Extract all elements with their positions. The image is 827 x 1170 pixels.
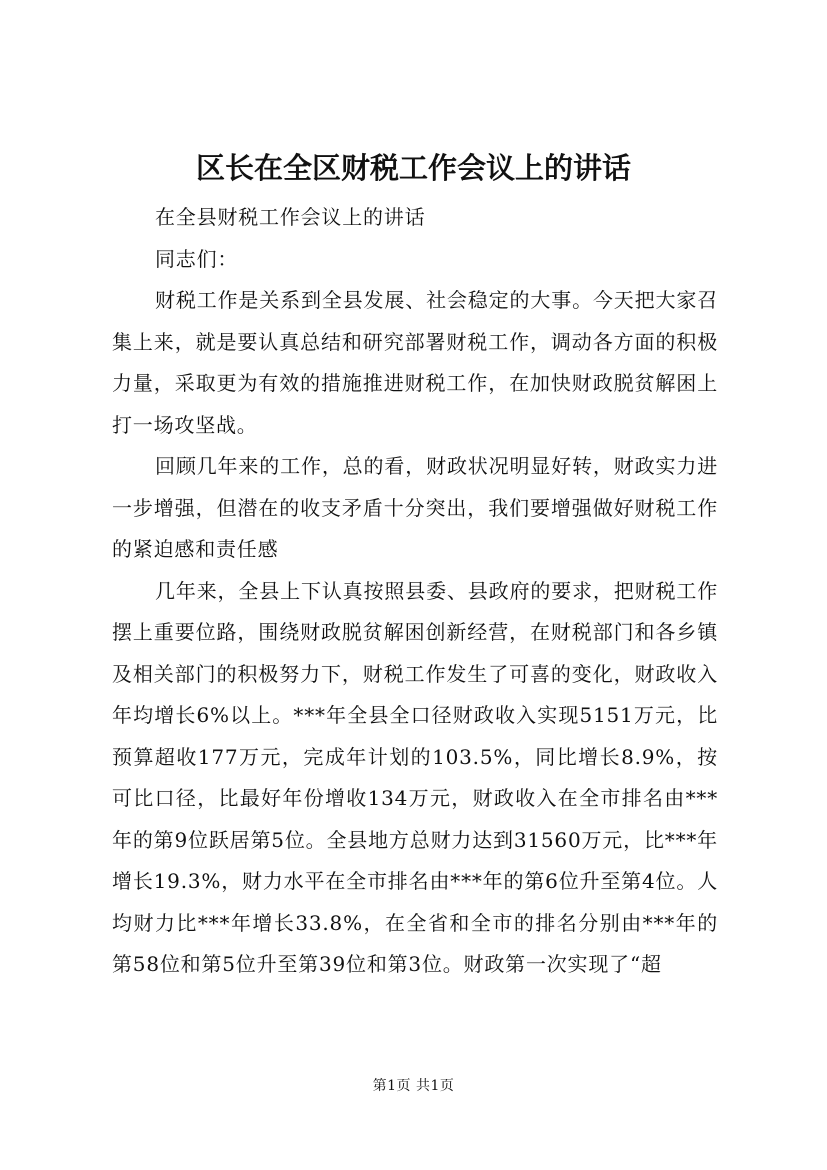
page-footer: 第1页 共1页 <box>372 1078 455 1094</box>
body-paragraph: 回顾几年来的工作，总的看，财政状况明显好转，财政实力进一步增强，但潜在的收支矛盾十分突出，我们要增强做好财税工作的紧迫感和责任感 <box>112 454 718 561</box>
body-paragraph: 财税工作是关系到全县发展、社会稳定的大事。今天把大家召集上来，就是要认真总结和研究部署财税工作，调动各方面的积极力量，采取更为有效的措施推进财税工作，在加快财政脱贫解困上打一场攻坚战。 <box>112 288 718 437</box>
body-paragraph: 几年来，全县上下认真按照县委、县政府的要求，把财税工作摆上重要位路，围绕财政脱贫解困创新经营，在财税部门和各乡镇及相关部门的积极努力下，财税工作发生了可喜的变化，财政收入年均增长6%以上。***年全县全口径财政收入实现5151万元，比预算超收177万元，完成年计划的103.5%，同比增长8.9%，按可比口径，比最好年份增收134万元，财政收入在全市排名由***年的第9位跃居第5位。全县地方总财力达到31560万元，比***年增长19.3%，财力水平在全市排名由***年的第6位升至第4位。人均财力比***年增长33.8%，在全省和全市的排名分别由***年的第58位和第5位升至第39位和第3位。财政第一次实现了“超 <box>112 578 718 976</box>
document-body <box>112 197 718 986</box>
document-title: 区长在全区财税工作会议上的讲话 <box>195 151 631 185</box>
salutation: 同志们： <box>155 246 239 271</box>
speech-subtitle: 在全县财税工作会议上的讲话 <box>155 205 426 229</box>
